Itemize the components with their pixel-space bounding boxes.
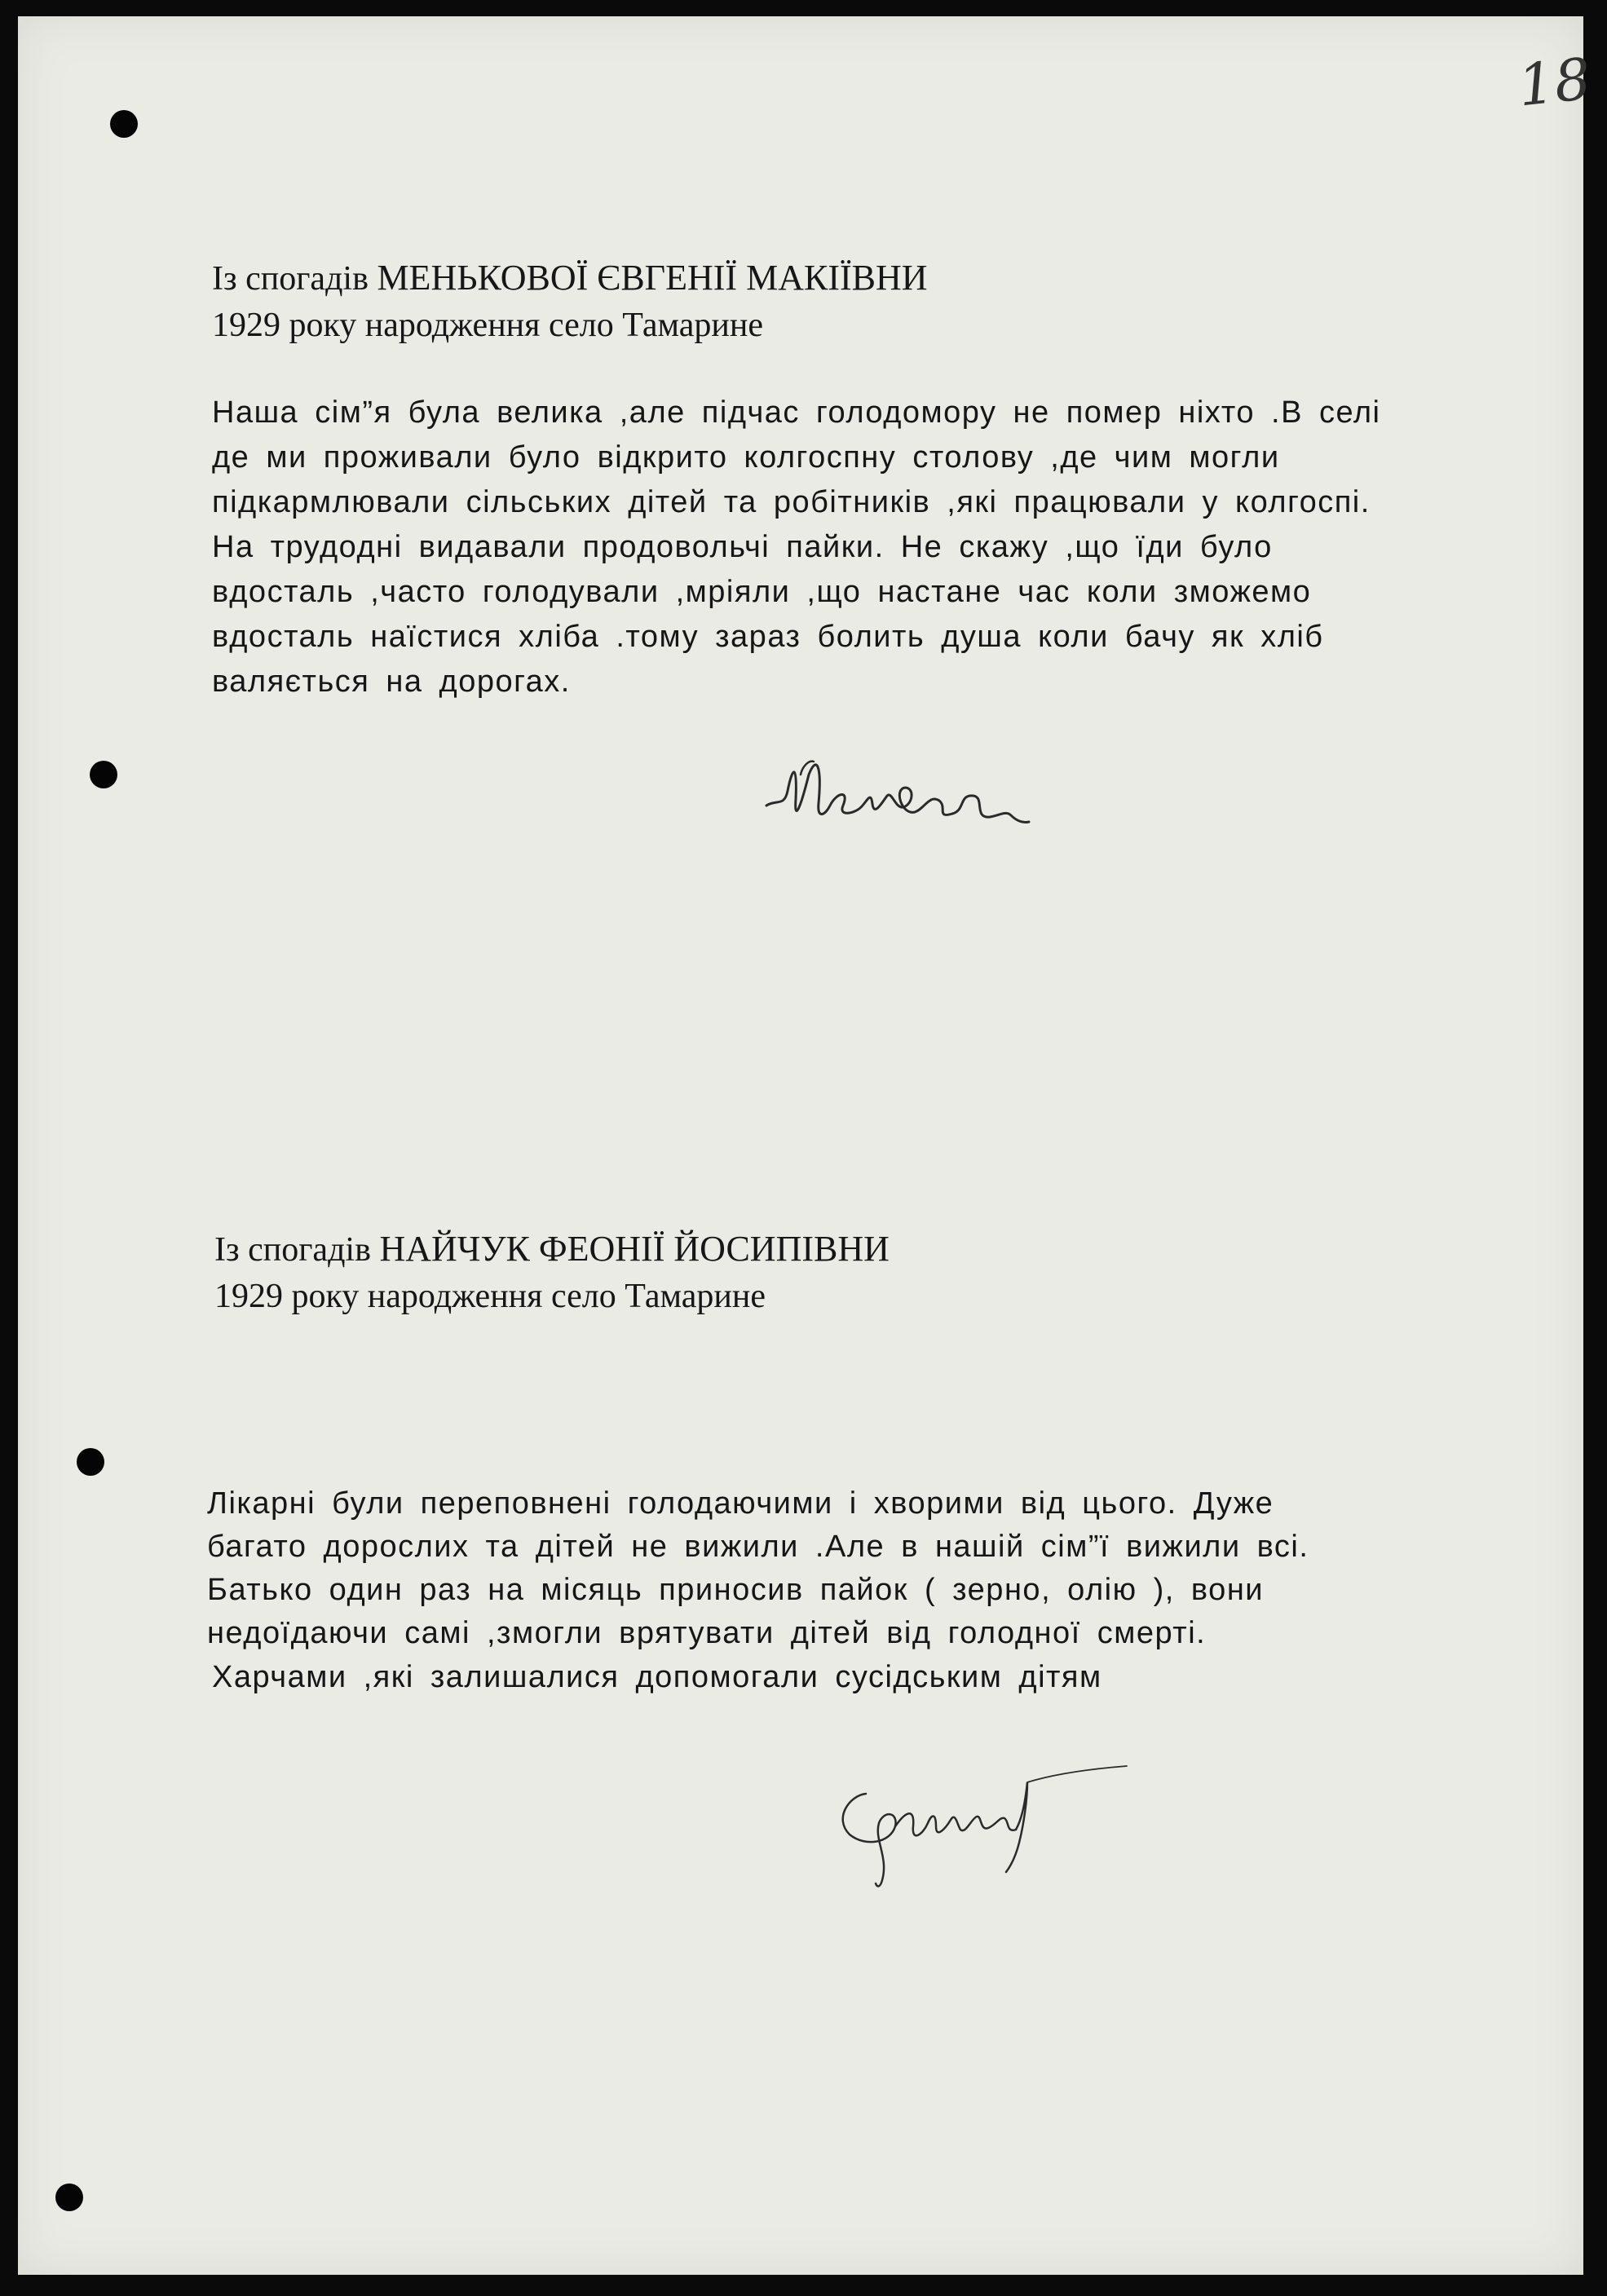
record-2-line-2: багато дорослих та дітей не вижили .Але в нашій сім”ї вижили всі. — [207, 1530, 1309, 1564]
record-1-signature — [752, 742, 1078, 881]
record-2-line-4: недоїдаючи самі ,змогли врятувати дітей від голодної смерті. — [207, 1616, 1207, 1650]
record-2-line-1: Лікарні були переповнені голодаючими і хворими від цього. Дуже — [207, 1486, 1274, 1521]
record-1-heading — [212, 254, 928, 302]
punch-hole-3 — [77, 1448, 104, 1476]
page-number: 18 — [1514, 45, 1595, 120]
record-1-line-3: підкармлювали сільських дітей та робітників ,які працювали у колгоспі. — [212, 485, 1371, 519]
record-2-heading — [214, 1225, 890, 1274]
punch-hole-4 — [55, 2183, 83, 2211]
record-1-line-5: вдосталь ,часто голодували ,мріяли ,що настане час коли зможемо — [212, 575, 1312, 609]
record-1-line-2: де ми проживали було відкрито колгоспну столову ,де чим могли — [212, 440, 1280, 475]
document-page — [18, 16, 1595, 2275]
record-1-line-1: Наша сім”я була велика ,але підчас голодомору не помер ніхто .В селі — [212, 395, 1381, 430]
record-2-heading-prefix: Із спогадів — [214, 1231, 371, 1269]
record-2-signature — [817, 1720, 1159, 1900]
record-1-line-7: валяється на дорогах. — [212, 665, 571, 699]
record-2-line-5: Харчами ,які залишалися допомогали сусідським дітям — [212, 1660, 1102, 1694]
record-1-line-4: На трудодні видавали продовольчі пайки. Не скажу ,що їди було — [212, 530, 1273, 564]
record-1-line-6: вдосталь наїстися хліба .тому зараз болить душа коли бачу як хліб — [212, 620, 1324, 654]
punch-hole-1 — [110, 110, 138, 138]
record-2-birth-info: 1929 року народження село Тамарине — [214, 1278, 766, 1315]
record-2-person-name: НАЙЧУК ФЕОНІЇ ЙОСИПІВНИ — [379, 1229, 890, 1269]
record-2-line-3: Батько один раз на місяць приносив пайок ( зерно, олію ), вони — [207, 1573, 1265, 1607]
record-1-heading-prefix: Із спогадів — [212, 260, 369, 298]
record-1-birth-info: 1929 року народження село Тамарине — [212, 307, 763, 344]
record-1-person-name: МЕНЬКОВОЇ ЄВГЕНІЇ МАКІЇВНИ — [377, 258, 928, 298]
punch-hole-2 — [90, 761, 117, 788]
